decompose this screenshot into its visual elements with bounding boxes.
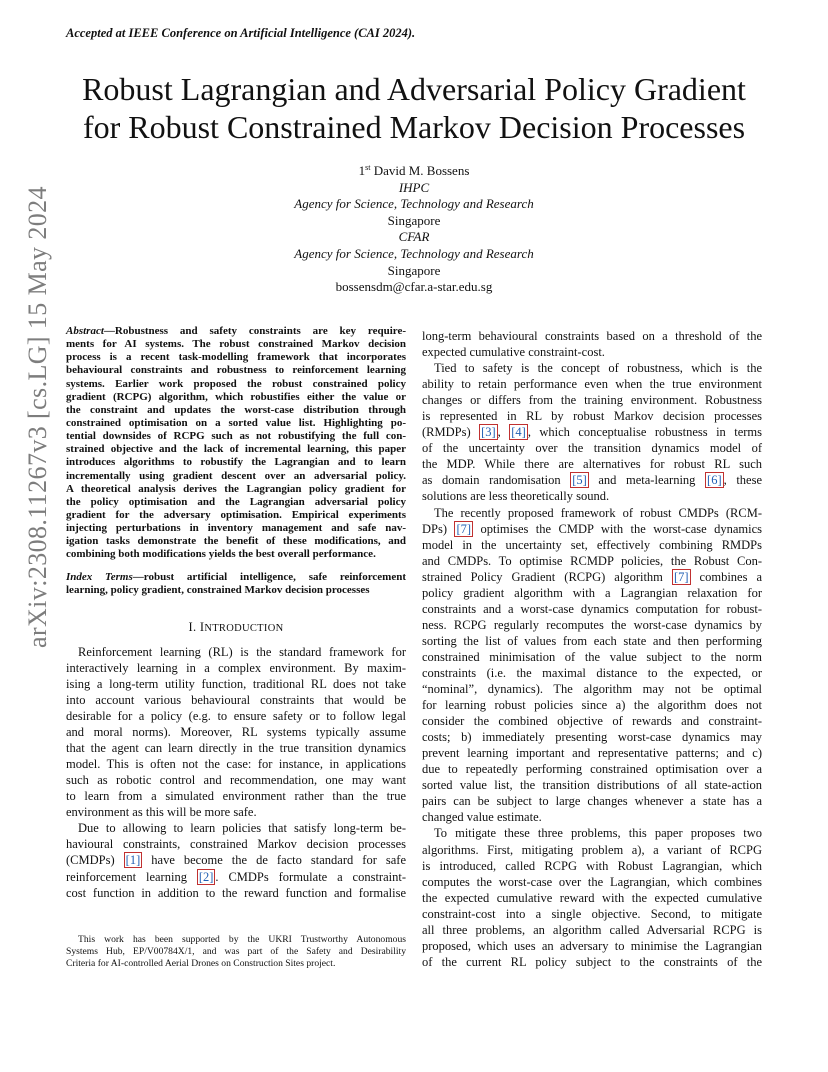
abstract-line: tential downsides of RCPG such as not robustifying the full con- [66,430,406,443]
abstract-line: strained objective and the lack of incremental learning, this paper [66,443,406,456]
citation-link[interactable]: [5] [572,473,587,488]
body-line: constraints (i.e. the maximal distance to the expected, or [422,665,762,680]
abstract-line: combining both modifications yields the best overall performance. [66,548,376,561]
body-line: consider the combined objective of rewards and constraint- [422,714,762,729]
body-line: constrained minimisation of the value subject to the norm [422,649,762,664]
citation-link[interactable]: [7] [673,569,689,584]
abstract-line: process is a recent task-modelling framework that incorporates [66,351,406,364]
author-email[interactable]: bossensdm@cfar.a-star.edu.sg [335,279,493,295]
body-line: due to repeatedly performing constrained optimisation over a [422,762,762,777]
body-line: “nominal”, dynamics). The algorithm may not be optimal [422,682,762,697]
body-line: ness. RCPG regularly recomputes the worst-case dynamics by [422,617,762,632]
author-ordinal: st [365,163,371,172]
body-line: cost function in addition to the reward function and formalise [66,885,406,900]
body-line: of the current RL policy subject to the constraints of the [422,954,762,969]
abstract-line: behavioural constraints and robustness to reinforcement learning [66,364,406,377]
citation-link[interactable]: [3] [481,425,496,440]
body-line: constraint-cost into a single objective. Second, to mitigate [422,906,762,921]
body-line: and moral norms). Moreover, RL systems typically assume [66,725,406,740]
paper-title [40,70,788,146]
right-column [422,328,762,970]
abstract-label: Abstract [66,325,104,337]
body-line: algorithms. First, mitigating problem a), a variant of RCPG [422,842,762,857]
body-line: long-term behavioural constraints based on a threshold of the [422,329,762,343]
footnote-line: Criteria for AI-controlled Aerial Drones on Construction Sites project. [66,958,336,969]
body-line: reinforcement learning [2] . CMDPs formulate a constraint- [66,869,406,884]
abstract-line: Abstract—Robustness and safety constraints are key require- [66,325,406,337]
body-line: for learning robust policies since a) the algorithm does not [422,698,762,713]
body-line: is introduced, called RCPG with Robust Lagrangian, which [422,858,762,873]
citation-link[interactable]: [6] [707,473,722,488]
title-line-1: Robust Lagrangian and Adversarial Policy Gradient [82,71,746,107]
body-line: that the agent can learn directly in the true transition dynamics [66,741,406,756]
body-line: model. This is often not the case: for instance, in applications [66,757,406,772]
body-line: strained Policy Gradient (RCPG) algorithm [7] combines a [422,569,763,584]
body-line: To mitigate these three problems, this paper proposes two [434,826,762,841]
right-paragraph-1 [422,360,762,504]
abstract [66,325,406,562]
right-paragraph-0 [422,328,762,360]
body-line: sorted value list, the transition distributions of all state-action [422,778,762,793]
affiliation-2-org: Agency for Science, Technology and Research [294,245,534,261]
body-line: ising a long-term utility function, traditional RL does not take [66,676,406,691]
body-line: environment as this will be more safe. [66,805,257,820]
affiliation-1-org: Agency for Science, Technology and Research [294,196,534,212]
body-line: interactively learning in a complex environment. By maxim- [66,660,406,675]
body-line: ability to retain performance even when the true environment [422,377,762,392]
header-note: Accepted at IEEE Conference on Artificial Intelligence (CAI 2024). [66,26,416,40]
abstract-line: constrained optimisation on a sorted value list. Highlighting po- [66,416,406,429]
abstract-line: gradient (RCPG) algorithm, which robustifies either the value or [66,390,406,403]
body-line: The recently proposed framework of robust CMDPs (RCM- [434,505,762,520]
index-terms [66,571,406,597]
abstract-line: incrementally using gradient descent over an adversarial policy. [66,469,406,482]
abstract-line: the policy optimisation and the Lagrangian adversarial policy [66,495,406,508]
citation-link[interactable]: [7] [456,521,472,536]
body-line: pairs can be subject to large changes whenever a state has a [422,794,762,809]
body-line: solutions are less theoretically sound. [422,489,610,504]
abstract-line: ments for AI systems. The robust constrained Markov decision [66,338,406,351]
body-line: Tied to safety is the concept of robustness, which is the [434,361,762,376]
affiliation-1-location: Singapore [387,212,441,228]
body-line: Reinforcement learning (RL) is the standard framework for [78,644,406,659]
body-line: DPs) [7] optimises the CMDP with the worst-case dynamics [422,521,763,536]
title-line-2: for Robust Constrained Markov Decision Processes [82,109,746,145]
abstract-line: systems. Earlier work proposed the robust constrained policy [66,377,406,390]
section-heading: I. INTRODUCTION [188,619,284,634]
body-line: of the uncertainty over the transition dynamics model of [422,441,762,456]
abstract-line: igation tasks demonstrate the benefit of these modifications, and [66,535,406,548]
body-line: proposed, which uses an adversary to minimise the Lagrangian [422,938,762,953]
body-line: Due to allowing to learn policies that satisfy long-term be- [78,821,406,836]
author-block [214,163,614,296]
author-ordinal-num: 1 [358,163,366,178]
index-terms-line: learning, policy gradient, constrained Markov decision processes [66,583,370,596]
footnote-line: Systems Hub, EP/V00784X/1, and was part of the Safety and Desirability [66,946,406,957]
abstract-line: injecting perturbations in inventory management and safe nav- [66,522,406,535]
abstract-line: A theoretical analysis derives the Lagrangian policy gradient for [66,482,406,495]
intro-paragraph-2 [66,820,406,900]
body-line: costs; b) immediately presenting worst-case dynamics may [422,730,762,745]
body-line: constraints and a worst-case dynamics computation for robust- [422,601,762,616]
body-line: the MDP. While there are alternatives for robust RL such [422,457,762,472]
body-line: into account various behavioural constraints that would be [66,693,406,707]
author-name: David M. Bossens [373,163,470,178]
author-name-line [214,163,614,180]
body-line: as domain randomisation [5] and meta-learning [6] , these [422,473,763,488]
body-line: and CMDPs. To optimise RCMDP policies, the Robust Con- [422,553,762,568]
body-line: prevent learning important and representative patterns; and c) [422,746,762,761]
affiliation-2-location: Singapore [387,262,441,278]
footnote [66,934,406,970]
body-line: such as robotic control and recommendation, one may want [66,773,406,788]
body-line: computes the worst-case over the Lagrangian, which combines [422,874,762,889]
footnote-line: This work has been supported by the UKRI Trustworthy Autonomous [78,934,406,945]
body-line: (RMDPs) [3] , [4] , which conceptualise robustness in terms [422,425,763,440]
citation-link[interactable]: [4] [511,425,526,440]
body-line: (CMDPs) [1] have become the de facto standard for safe [66,853,407,868]
body-line: changed value estimate. [422,810,542,825]
abstract-line: the constraint and updates the worst-case distribution through [66,403,406,416]
left-column [66,325,406,901]
body-line: all three problems, an algorithm called Adversarial RCPG is [422,922,762,937]
body-line: policy gradient algorithm with a Lagrangian relaxation for [422,585,762,600]
affiliation-2-dept: CFAR [398,229,430,245]
intro-paragraph-1 [66,644,406,821]
abstract-line: gradient for the adversary optimisation. Empirical experiments [66,508,406,521]
right-paragraph-2 [422,505,762,826]
body-line: the expected cumulative reward with the expected cumulative [422,890,762,905]
citation-link[interactable]: [1] [125,853,141,868]
body-line: changes or differs from the training environment. Robustness [422,393,762,408]
citation-link[interactable]: [2] [198,869,214,884]
body-line: to learn from a simulated environment rather than the true [66,789,406,804]
body-line: expected cumulative constraint-cost. [422,345,605,360]
body-line: desirable for a policy (e.g. to ensure safety or to follow legal [66,709,406,724]
body-line: model in the uncertainty set, effectively combining RMDPs [422,537,762,552]
abstract-line: introduces algorithms to robustify the Lagrangian and to learn [66,456,406,469]
body-line: is represented in RL by robust Markov decision processes [422,409,762,424]
body-line: sorting the list of values from each state and then performing [422,633,762,648]
index-terms-label: Index Terms [66,570,133,583]
body-line: havioural constraints, constrained Markov decision processes [66,837,406,852]
right-paragraph-3 [422,825,762,969]
arxiv-stamp: arXiv:2308.11267v3 [cs.LG] 15 May 2024 [23,186,52,648]
affiliation-1-dept: IHPC [398,179,430,195]
index-terms-line: Index Terms—robust artificial intelligence, safe reinforcement [66,570,406,583]
